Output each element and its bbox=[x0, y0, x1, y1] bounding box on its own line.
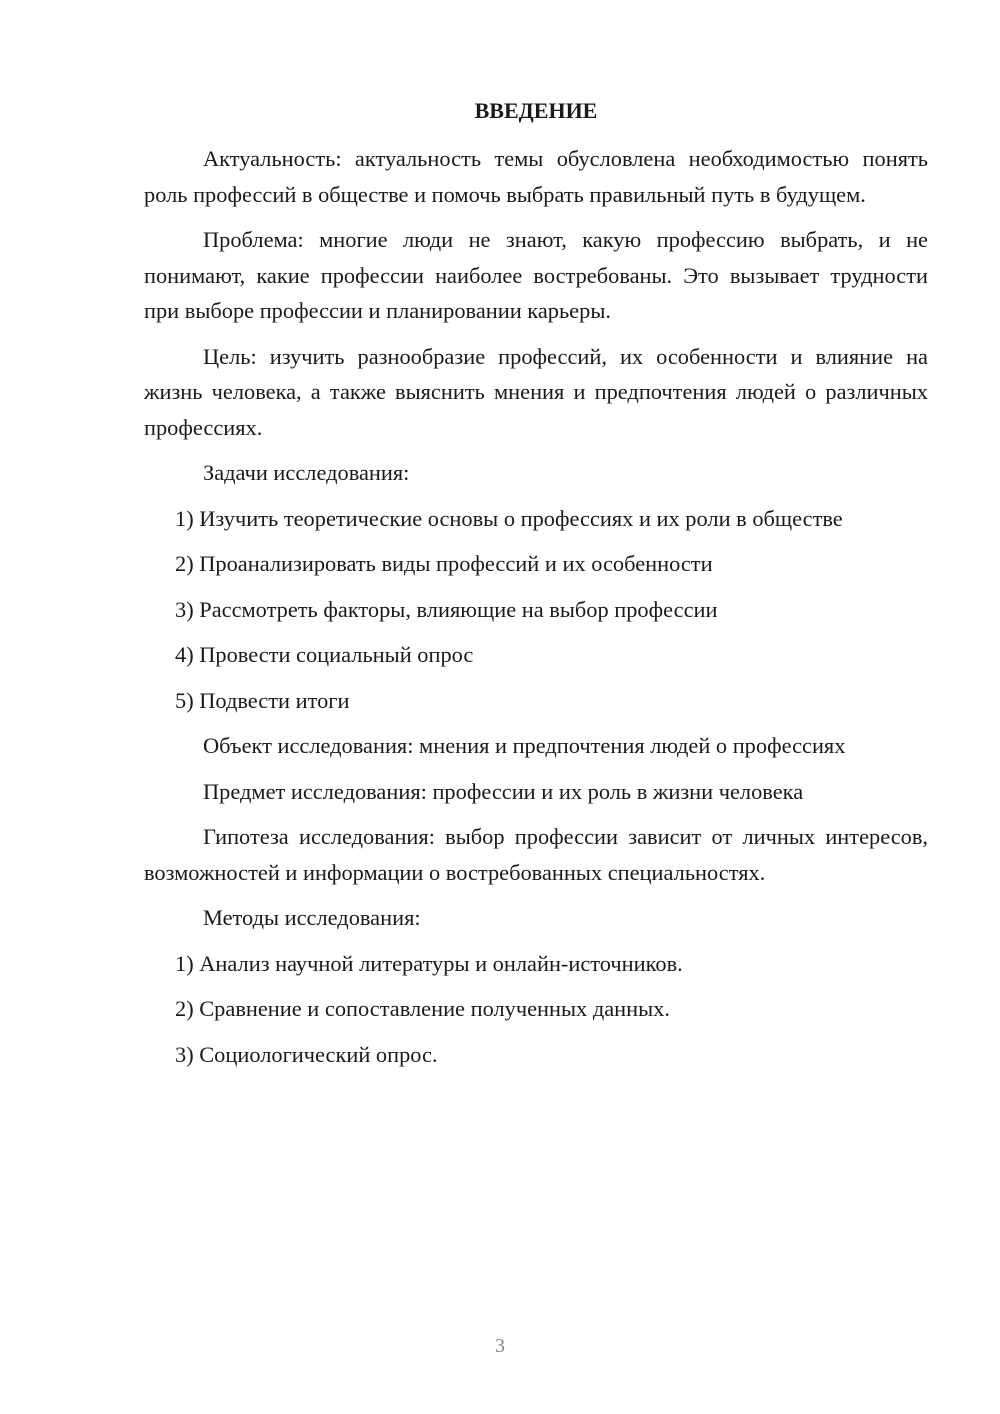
relevance-paragraph: Актуальность: актуальность темы обусловлена необходимостью понять роль профессий в обществе и помочь выбрать правильный путь в будущем. bbox=[144, 146, 928, 207]
hypothesis-paragraph: Гипотеза исследования: выбор профессии зависит от личных интересов, возможностей и информации о востребованных специальностях. bbox=[144, 824, 928, 885]
method-item: 3) Социологический опрос. bbox=[175, 1041, 438, 1067]
document-page bbox=[144, 95, 928, 1082]
section-heading: ВВЕДЕНИЕ bbox=[474, 98, 598, 123]
goal-paragraph: Цель: изучить разнообразие профессий, их особенности и влияние на жизнь человека, а также выяснить мнения и предпочтения людей о различных профессиях. bbox=[144, 343, 928, 440]
task-item: 5) Подвести итоги bbox=[175, 687, 350, 713]
method-item: 2) Сравнение и сопоставление полученных данных. bbox=[175, 996, 670, 1021]
subject-line: Предмет исследования: профессии и их роль в жизни человека bbox=[203, 778, 804, 804]
methods-title: Методы исследования: bbox=[203, 905, 421, 930]
task-item: 1) Изучить теоретические основы о профессиях и их роли в обществе bbox=[175, 505, 843, 531]
page-number: 3 bbox=[495, 1335, 505, 1357]
task-item: 2) Проанализировать виды профессий и их особенности bbox=[175, 551, 713, 576]
task-item: 3) Рассмотреть факторы, влияющие на выбор профессии bbox=[175, 596, 718, 622]
object-line: Объект исследования: мнения и предпочтения людей о профессиях bbox=[203, 733, 846, 758]
task-item: 4) Провести социальный опрос bbox=[175, 642, 474, 667]
method-item: 1) Анализ научной литературы и онлайн-источников. bbox=[175, 950, 683, 976]
tasks-title: Задачи исследования: bbox=[203, 460, 410, 485]
problem-paragraph: Проблема: многие люди не знают, какую профессию выбрать, и не понимают, какие профессии наиболее востребованы. Это вызывает трудности при выборе профессии и планировании карьеры. bbox=[144, 227, 928, 323]
